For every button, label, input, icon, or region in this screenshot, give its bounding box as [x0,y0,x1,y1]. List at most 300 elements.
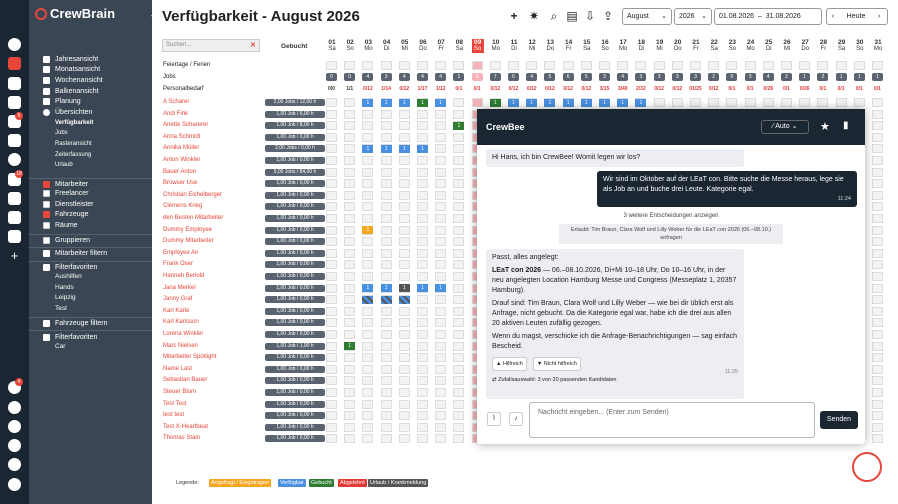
day-cell[interactable] [435,400,446,409]
day-cell[interactable] [362,237,373,246]
assignment-chip[interactable]: 1 [581,99,592,107]
assignment-chip[interactable]: 1 [381,99,392,107]
assignment-chip[interactable]: 1 [508,99,519,107]
day-cell[interactable] [435,365,446,374]
day-cell[interactable] [344,110,355,119]
day-cell[interactable] [362,179,373,188]
holiday-cell[interactable] [362,61,373,70]
day-cell[interactable] [399,318,410,327]
day-cell[interactable] [726,98,737,107]
assignment-chip[interactable]: 1 [563,99,574,107]
holiday-cell[interactable] [435,61,446,70]
sidebar-item-wochenansicht[interactable] [29,75,152,86]
day-header[interactable] [417,39,429,53]
folder-icon[interactable] [8,96,21,109]
holiday-cell[interactable] [763,61,774,70]
person-name[interactable]: Mitarbeiter Spotlight [163,354,217,361]
day-cell[interactable] [417,191,428,200]
day-cell[interactable] [362,121,373,130]
day-header[interactable] [453,39,465,53]
day-cell[interactable] [362,133,373,142]
day-header[interactable] [836,39,848,53]
day-cell[interactable] [435,330,446,339]
day-header[interactable] [781,39,793,53]
person-name[interactable]: Hannah Berlold [163,273,205,279]
holiday-cell[interactable] [381,61,392,70]
day-cell[interactable] [872,214,883,223]
day-cell[interactable] [872,249,883,258]
day-cell[interactable] [763,98,774,107]
person-name[interactable]: Thomas Stain [163,435,201,442]
star-icon[interactable]: ★ [820,121,830,133]
assignment-chip[interactable]: 1 [417,99,428,107]
day-cell[interactable] [362,191,373,200]
day-cell[interactable] [326,144,337,153]
holiday-cell[interactable] [526,61,537,70]
day-cell[interactable] [344,144,355,153]
person-name[interactable]: Employee An [163,249,199,256]
day-cell[interactable] [399,191,410,200]
day-cell[interactable] [453,110,464,119]
day-cell[interactable] [362,411,373,420]
jobs-count[interactable]: 4 [435,73,446,81]
power-icon[interactable] [8,478,21,491]
day-cell[interactable] [417,249,428,258]
day-cell[interactable] [344,179,355,188]
day-cell[interactable] [344,202,355,211]
day-cell[interactable] [417,295,428,304]
holiday-cell[interactable] [453,61,464,70]
chart-icon[interactable] [8,211,21,224]
assignment-chip[interactable]: 1 [362,145,373,153]
day-cell[interactable] [453,144,464,153]
day-cell[interactable] [381,249,392,258]
jobs-count[interactable]: 1 [453,73,464,81]
day-cell[interactable] [417,168,428,177]
day-cell[interactable] [417,260,428,269]
magic-icon[interactable]: ✷ [528,9,540,23]
day-cell[interactable] [399,411,410,420]
day-cell[interactable] [435,295,446,304]
day-cell[interactable] [399,376,410,385]
day-cell[interactable] [453,226,464,235]
day-header[interactable] [544,39,556,53]
person-name[interactable]: Lorena Winkler [163,331,204,337]
holiday-cell[interactable] [672,61,683,70]
favorit-car[interactable] [29,341,152,352]
day-cell[interactable] [381,168,392,177]
day-header[interactable] [672,39,684,53]
day-cell[interactable] [799,98,810,107]
holiday-cell[interactable] [654,61,665,70]
assignment-chip[interactable]: 1 [490,99,501,107]
sidebar-item-urlaub[interactable] [29,160,152,171]
day-cell[interactable] [453,411,464,420]
holiday-cell[interactable] [490,61,501,70]
day-cell[interactable] [417,214,428,223]
day-cell[interactable] [381,434,392,443]
person-name[interactable]: Sebastian Bauer [163,377,208,384]
day-cell[interactable] [872,353,883,362]
jobs-count[interactable]: 0 [472,73,483,81]
filterfavoriten-fahrzeuge[interactable] [29,330,152,341]
jobs-count[interactable]: 2 [817,73,828,81]
day-cell[interactable] [836,98,847,107]
day-cell[interactable] [381,214,392,223]
person-name[interactable]: Dummy Mitarbeiter [163,238,214,245]
checkbox-checked-icon[interactable] [43,211,50,218]
day-cell[interactable] [381,365,392,374]
day-cell[interactable] [326,226,337,235]
chat-input[interactable]: Nachricht eingeben... (Enter zum Senden) [529,402,815,438]
jobs-count[interactable]: 4 [417,73,428,81]
assignment-chip[interactable]: 1 [617,99,628,107]
day-cell[interactable] [399,388,410,397]
crewbee-mascot-icon[interactable] [852,452,882,482]
day-cell[interactable] [326,133,337,142]
day-header[interactable] [763,39,775,53]
day-cell[interactable] [453,191,464,200]
day-cell[interactable] [326,365,337,374]
person-name[interactable]: Frank Oser [163,261,194,268]
person-name[interactable]: Anton Winkler [163,157,201,163]
day-cell[interactable] [417,376,428,385]
collapse-sidebar-icon[interactable]: ‹ [151,10,154,20]
day-cell[interactable] [399,179,410,188]
day-cell[interactable] [344,400,355,409]
day-cell[interactable] [344,318,355,327]
search-icon[interactable]: ⌕ [550,9,558,23]
day-cell[interactable] [417,353,428,362]
filter-mitarbeiter[interactable] [29,178,152,189]
holiday-cell[interactable] [872,61,883,70]
holiday-cell[interactable] [617,61,628,70]
fahrzeuge-filtern[interactable] [29,317,152,328]
jobs-count[interactable]: 3 [381,73,392,81]
holiday-cell[interactable] [781,61,792,70]
day-cell[interactable] [326,400,337,409]
day-cell[interactable] [435,388,446,397]
day-cell[interactable] [435,156,446,165]
jobs-count[interactable]: 6 [563,73,574,81]
jobs-count[interactable]: 2 [781,73,792,81]
day-header[interactable] [399,39,411,53]
day-cell[interactable] [344,284,355,293]
day-cell[interactable] [417,307,428,316]
day-cell[interactable] [435,342,446,351]
day-cell[interactable] [435,226,446,235]
day-cell[interactable] [872,121,883,130]
day-cell[interactable] [344,133,355,142]
day-cell[interactable] [326,168,337,177]
day-cell[interactable] [362,318,373,327]
day-cell[interactable] [417,237,428,246]
day-cell[interactable] [435,423,446,432]
day-cell[interactable] [326,423,337,432]
day-cell[interactable] [708,98,719,107]
jobs-count[interactable]: 1 [836,73,847,81]
day-cell[interactable] [326,318,337,327]
day-cell[interactable] [435,214,446,223]
day-cell[interactable] [872,110,883,119]
day-cell[interactable] [417,423,428,432]
person-name[interactable]: Andi Fink [163,110,189,117]
holiday-cell[interactable] [635,61,646,70]
jobs-count[interactable]: 5 [544,73,555,81]
microphone-icon[interactable]: ♪ [509,412,523,426]
day-cell[interactable] [453,400,464,409]
assignment-chip[interactable]: 1 [417,145,428,153]
dashboard-icon[interactable] [8,38,21,51]
day-cell[interactable] [417,400,428,409]
day-header[interactable] [690,39,702,53]
assignment-chip[interactable]: 1 [435,284,446,292]
day-cell[interactable] [326,272,337,281]
jobs-count[interactable]: 3 [599,73,610,81]
day-cell[interactable] [344,330,355,339]
day-cell[interactable] [326,295,337,304]
day-header[interactable] [563,39,575,53]
assignment-chip[interactable] [381,296,392,304]
day-cell[interactable] [362,388,373,397]
gruppieren-toggle[interactable] [29,234,152,245]
jobs-count[interactable]: 0 [344,73,355,81]
more-decisions-link[interactable]: 3 weitere Entscheidungen anzeigen [623,213,719,219]
day-header[interactable] [745,39,757,53]
day-cell[interactable] [399,156,410,165]
holiday-cell[interactable] [799,61,810,70]
day-cell[interactable] [362,353,373,362]
jobs-count[interactable]: 0 [726,73,737,81]
day-cell[interactable] [381,307,392,316]
day-cell[interactable] [326,156,337,165]
holiday-cell[interactable] [854,61,865,70]
day-cell[interactable] [453,272,464,281]
day-header[interactable] [617,39,629,53]
person-name[interactable]: Bauer Anton [163,168,197,175]
day-cell[interactable] [417,121,428,130]
day-cell[interactable] [453,388,464,397]
assignment-chip[interactable]: 1 [362,226,373,234]
day-cell[interactable] [362,156,373,165]
day-cell[interactable] [399,237,410,246]
jobs-count[interactable]: 1 [872,73,883,81]
day-cell[interactable] [344,388,355,397]
day-cell[interactable] [399,272,410,281]
day-header[interactable] [581,39,593,53]
day-cell[interactable] [381,411,392,420]
export-icon[interactable]: ⇪ [602,9,614,23]
holiday-cell[interactable] [399,61,410,70]
day-cell[interactable] [453,133,464,142]
day-cell[interactable] [362,434,373,443]
day-cell[interactable] [326,121,337,130]
day-cell[interactable] [417,226,428,235]
day-cell[interactable] [453,376,464,385]
day-cell[interactable] [417,202,428,211]
assignment-chip[interactable] [399,296,410,304]
day-header[interactable] [817,39,829,53]
list-icon[interactable] [8,77,21,90]
day-cell[interactable] [453,365,464,374]
day-cell[interactable] [362,272,373,281]
day-cell[interactable] [362,260,373,269]
assignment-chip[interactable]: 1 [544,99,555,107]
day-cell[interactable] [872,307,883,316]
day-cell[interactable] [381,376,392,385]
day-cell[interactable] [435,249,446,258]
day-cell[interactable] [344,365,355,374]
assignment-chip[interactable]: 1 [344,342,355,350]
day-cell[interactable] [381,400,392,409]
day-cell[interactable] [344,98,355,107]
day-cell[interactable] [417,272,428,281]
assignment-chip[interactable]: 1 [399,145,410,153]
jobs-count[interactable]: 1 [799,73,810,81]
favorit-test[interactable] [29,303,152,314]
day-cell[interactable] [872,202,883,211]
month-select[interactable] [622,8,672,25]
day-cell[interactable] [362,168,373,177]
day-cell[interactable] [453,307,464,316]
jobs-count[interactable]: 4 [617,73,628,81]
day-cell[interactable] [326,307,337,316]
day-cell[interactable] [326,376,337,385]
day-header[interactable] [599,39,611,53]
day-header[interactable] [526,39,538,53]
day-cell[interactable] [326,214,337,223]
day-cell[interactable] [344,156,355,165]
person-name[interactable]: Karl Karlsson [163,319,199,326]
day-cell[interactable] [326,330,337,339]
jobs-count[interactable]: 4 [399,73,410,81]
day-cell[interactable] [326,284,337,293]
jobs-count[interactable]: 5 [581,73,592,81]
holiday-cell[interactable] [417,61,428,70]
day-cell[interactable] [745,98,756,107]
day-cell[interactable] [435,144,446,153]
day-cell[interactable] [344,214,355,223]
clock-icon[interactable] [8,153,21,166]
favorit-leipzig[interactable] [29,292,152,303]
jobs-count[interactable]: 7 [490,73,501,81]
day-cell[interactable] [872,226,883,235]
day-cell[interactable] [344,376,355,385]
day-cell[interactable] [435,133,446,142]
holiday-cell[interactable] [472,61,483,70]
assignment-chip[interactable]: 1 [599,99,610,107]
day-cell[interactable] [381,342,392,351]
day-cell[interactable] [872,260,883,269]
day-cell[interactable] [435,202,446,211]
filterfavoriten[interactable] [29,261,152,272]
person-name[interactable]: Janny Graf [163,296,193,303]
day-cell[interactable] [872,156,883,165]
day-cell[interactable] [326,110,337,119]
person-name[interactable]: Test X-Heartbeat [163,423,209,430]
day-cell[interactable] [362,202,373,211]
day-cell[interactable] [362,307,373,316]
person-name[interactable]: Name Last [163,365,193,372]
day-cell[interactable] [399,168,410,177]
day-cell[interactable] [362,365,373,374]
day-header[interactable] [490,39,502,53]
person-name[interactable]: Christian Eichelberger [163,191,223,198]
day-header[interactable] [381,39,393,53]
day-cell[interactable] [453,318,464,327]
jobs-count[interactable]: 4 [526,73,537,81]
checkbox-icon[interactable] [43,190,50,197]
date-range[interactable] [714,8,822,25]
filter-fahrzeuge[interactable] [29,209,152,220]
sidebar-item-verfuegbarkeit[interactable] [29,118,152,129]
day-cell[interactable] [399,342,410,351]
day-header[interactable] [344,39,356,53]
day-cell[interactable] [417,365,428,374]
day-cell[interactable] [344,434,355,443]
person-name[interactable]: Annika Müller [163,145,200,152]
stopwatch-icon[interactable] [8,401,21,414]
day-cell[interactable] [435,272,446,281]
assignment-chip[interactable]: 1 [417,284,428,292]
day-cell[interactable] [453,284,464,293]
mode-select[interactable] [761,120,809,134]
day-cell[interactable] [399,423,410,432]
day-cell[interactable] [344,411,355,420]
day-cell[interactable] [381,191,392,200]
plus-icon[interactable]: + [10,248,19,263]
day-cell[interactable] [326,191,337,200]
send-button[interactable]: Senden [820,411,858,429]
day-header[interactable] [635,39,647,53]
day-cell[interactable] [381,121,392,130]
day-cell[interactable] [362,249,373,258]
sidebar-item-monatsansicht[interactable] [29,65,152,76]
day-cell[interactable] [417,342,428,351]
day-cell[interactable] [417,179,428,188]
holiday-cell[interactable] [599,61,610,70]
day-cell[interactable] [453,260,464,269]
holiday-cell[interactable] [344,61,355,70]
day-cell[interactable] [399,330,410,339]
clipboard-icon[interactable] [8,134,21,147]
day-cell[interactable] [344,237,355,246]
day-cell[interactable] [417,156,428,165]
settings-icon[interactable] [8,439,21,452]
next-icon[interactable]: › [877,13,881,20]
assignment-chip[interactable]: 1 [381,145,392,153]
clear-icon[interactable]: ✕ [250,42,256,49]
day-cell[interactable] [326,237,337,246]
day-cell[interactable] [453,214,464,223]
day-cell[interactable] [381,353,392,362]
person-name[interactable]: den Besten Mitarbeiter [163,215,224,221]
day-cell[interactable] [362,376,373,385]
assignment-chip[interactable]: 1 [381,284,392,292]
day-cell[interactable] [381,260,392,269]
day-cell[interactable] [417,133,428,142]
assignment-chip[interactable]: 1 [526,99,537,107]
day-cell[interactable] [672,98,683,107]
day-cell[interactable] [399,249,410,258]
jobs-count[interactable]: 3 [690,73,701,81]
assignment-chip[interactable]: 1 [399,284,410,292]
sidebar-item-zeiterfassung[interactable] [29,149,152,160]
filter-freelancer[interactable] [29,188,152,199]
day-cell[interactable] [344,307,355,316]
holiday-cell[interactable] [708,61,719,70]
day-cell[interactable] [381,110,392,119]
